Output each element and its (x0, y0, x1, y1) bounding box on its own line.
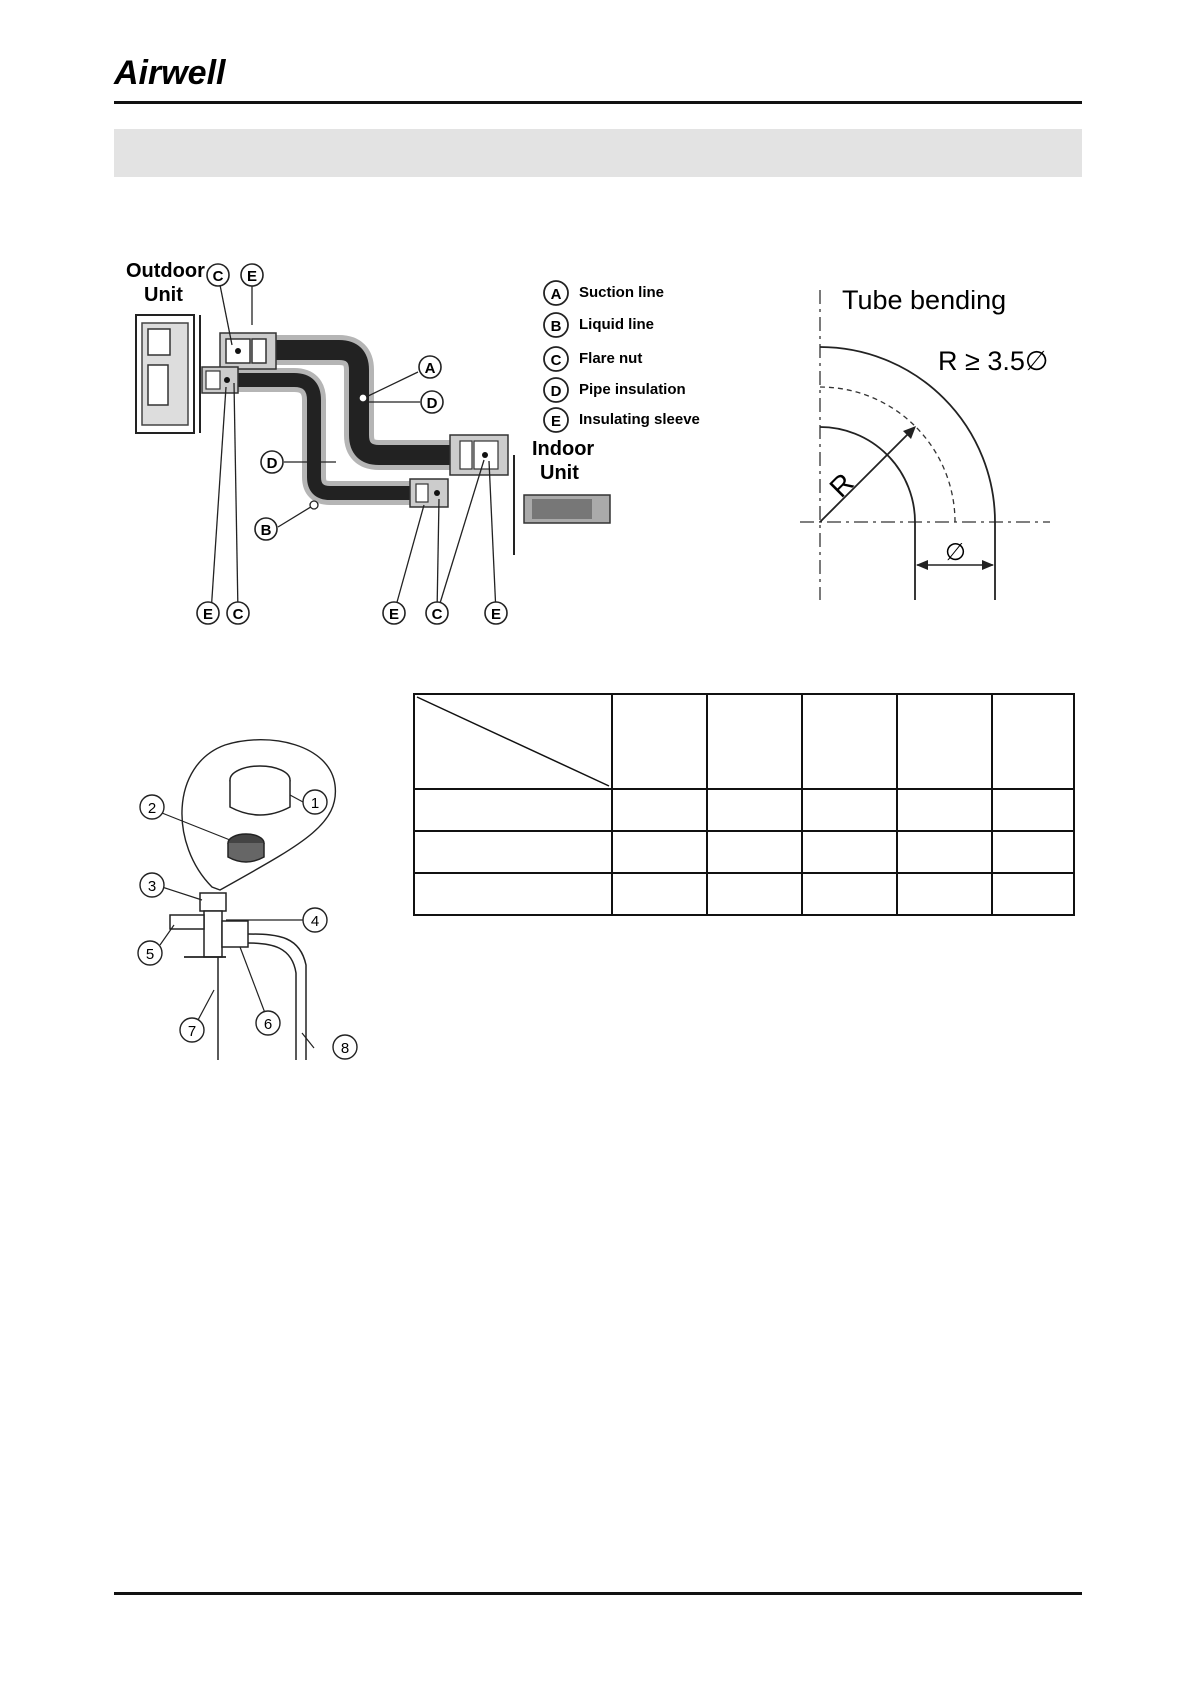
svg-text:Insulating sleeve: Insulating sleeve (579, 411, 700, 428)
callout-e-bottom-1 (197, 602, 219, 624)
svg-text:D: D (426, 395, 438, 412)
legend-item-e (544, 408, 700, 432)
svg-text:2: 2 (147, 800, 157, 817)
valve-callout-2 (140, 795, 164, 819)
table-cell (897, 873, 992, 915)
svg-text:C: C (431, 606, 443, 623)
callout-c-top (207, 264, 229, 286)
callout-c-bottom-1 (227, 602, 249, 624)
callout-c-bottom-2 (426, 602, 448, 624)
table-cell (612, 789, 707, 831)
indoor-label-1: Indoor (532, 438, 595, 460)
table-cell (802, 873, 897, 915)
outer-bend-arc (820, 347, 995, 600)
tube-bending-diagram (800, 290, 1070, 600)
table-header-cell (802, 694, 897, 789)
brand-wordmark: Airwell (114, 54, 226, 92)
legend-item-a (544, 281, 664, 305)
table-cell (707, 789, 802, 831)
table-header-cell (992, 694, 1074, 789)
left-flare-fitting (202, 367, 238, 393)
valve-core (228, 834, 264, 862)
callout-e-bottom-2 (383, 602, 405, 624)
svg-text:C: C (232, 606, 244, 623)
airwell-logo (112, 52, 252, 92)
valve-callout-5 (138, 941, 162, 965)
table-cell (897, 789, 992, 831)
svg-text:C: C (550, 352, 562, 369)
table-header-cell (612, 694, 707, 789)
svg-text:D: D (266, 455, 278, 472)
table-cell (414, 873, 612, 915)
valve-callout-1 (303, 790, 327, 814)
svg-text:Pipe insulation: Pipe insulation (579, 381, 686, 398)
svg-text:E: E (246, 268, 258, 285)
svg-text:4: 4 (310, 913, 320, 930)
table-cell (612, 873, 707, 915)
valve-callout-3 (140, 873, 164, 897)
bend-formula: R ≥ 3.5∅ (938, 346, 1049, 376)
table-cell (414, 789, 612, 831)
section-heading-bar (114, 129, 1082, 177)
footer-rule (114, 1592, 1082, 1595)
table-cell (612, 831, 707, 873)
table-cell (992, 789, 1074, 831)
svg-text:Flare nut: Flare nut (579, 350, 643, 367)
svg-text:E: E (490, 606, 502, 623)
table-row (414, 789, 1074, 831)
svg-text:D: D (550, 383, 562, 400)
svg-text:1: 1 (310, 795, 320, 812)
svg-text:E: E (550, 413, 562, 430)
svg-text:7: 7 (187, 1023, 197, 1040)
radius-label: R (823, 466, 860, 504)
outdoor-unit-icon (136, 315, 200, 433)
pipe-legend (544, 281, 700, 432)
table-cell (707, 873, 802, 915)
callout-e-bottom-3 (485, 602, 507, 624)
svg-text:B: B (260, 522, 272, 539)
outdoor-label-2: Unit (144, 284, 183, 306)
valve-callout-6 (256, 1011, 280, 1035)
valve-callout-4 (303, 908, 327, 932)
svg-text:6: 6 (263, 1016, 273, 1033)
diagonal-header-cell (414, 694, 612, 789)
spec-table (413, 693, 1075, 916)
table-cell (707, 831, 802, 873)
callout-d-left (261, 451, 283, 473)
service-valve-diagram (130, 725, 370, 1060)
indoor-label-2: Unit (540, 462, 579, 484)
table-cell (802, 789, 897, 831)
legend-item-d (544, 378, 686, 402)
svg-text:B: B (550, 318, 562, 335)
legend-item-b (544, 313, 654, 337)
svg-text:A: A (550, 286, 562, 303)
outdoor-label-1: Outdoor (126, 260, 205, 282)
svg-text:3: 3 (147, 878, 157, 895)
table-header-cell (707, 694, 802, 789)
indoor-liquid-fitting (410, 479, 448, 507)
indoor-unit-icon (524, 495, 610, 523)
inner-bend-arc (820, 427, 915, 600)
svg-text:E: E (388, 606, 400, 623)
table-row (414, 873, 1074, 915)
pipe-connection-diagram (114, 255, 774, 630)
valve-callout-7 (180, 1018, 204, 1042)
liquid-line-insulation (234, 380, 414, 493)
valve-callout-8 (333, 1035, 357, 1059)
svg-text:8: 8 (340, 1040, 350, 1057)
header-rule (114, 101, 1082, 104)
table-cell (802, 831, 897, 873)
callout-a (419, 356, 441, 378)
top-flare-fitting (220, 333, 276, 369)
diameter-label: ∅ (945, 539, 966, 566)
table-row (414, 831, 1074, 873)
valve-cap (230, 766, 290, 815)
table-cell (992, 873, 1074, 915)
table-header-cell (897, 694, 992, 789)
svg-text:Liquid line: Liquid line (579, 316, 654, 333)
table-cell (897, 831, 992, 873)
svg-text:C: C (212, 268, 224, 285)
svg-text:E: E (202, 606, 214, 623)
callout-d-right (421, 391, 443, 413)
indoor-suction-fitting (450, 435, 508, 475)
tube-bending-title: Tube bending (842, 290, 1007, 315)
svg-text:5: 5 (145, 946, 155, 963)
table-cell (992, 831, 1074, 873)
svg-text:Suction line: Suction line (579, 284, 665, 301)
callout-b (255, 518, 277, 540)
legend-item-c (544, 347, 642, 371)
table-cell (414, 831, 612, 873)
callout-e-top (241, 264, 263, 286)
svg-text:A: A (424, 360, 436, 377)
table-header-row (414, 694, 1074, 789)
